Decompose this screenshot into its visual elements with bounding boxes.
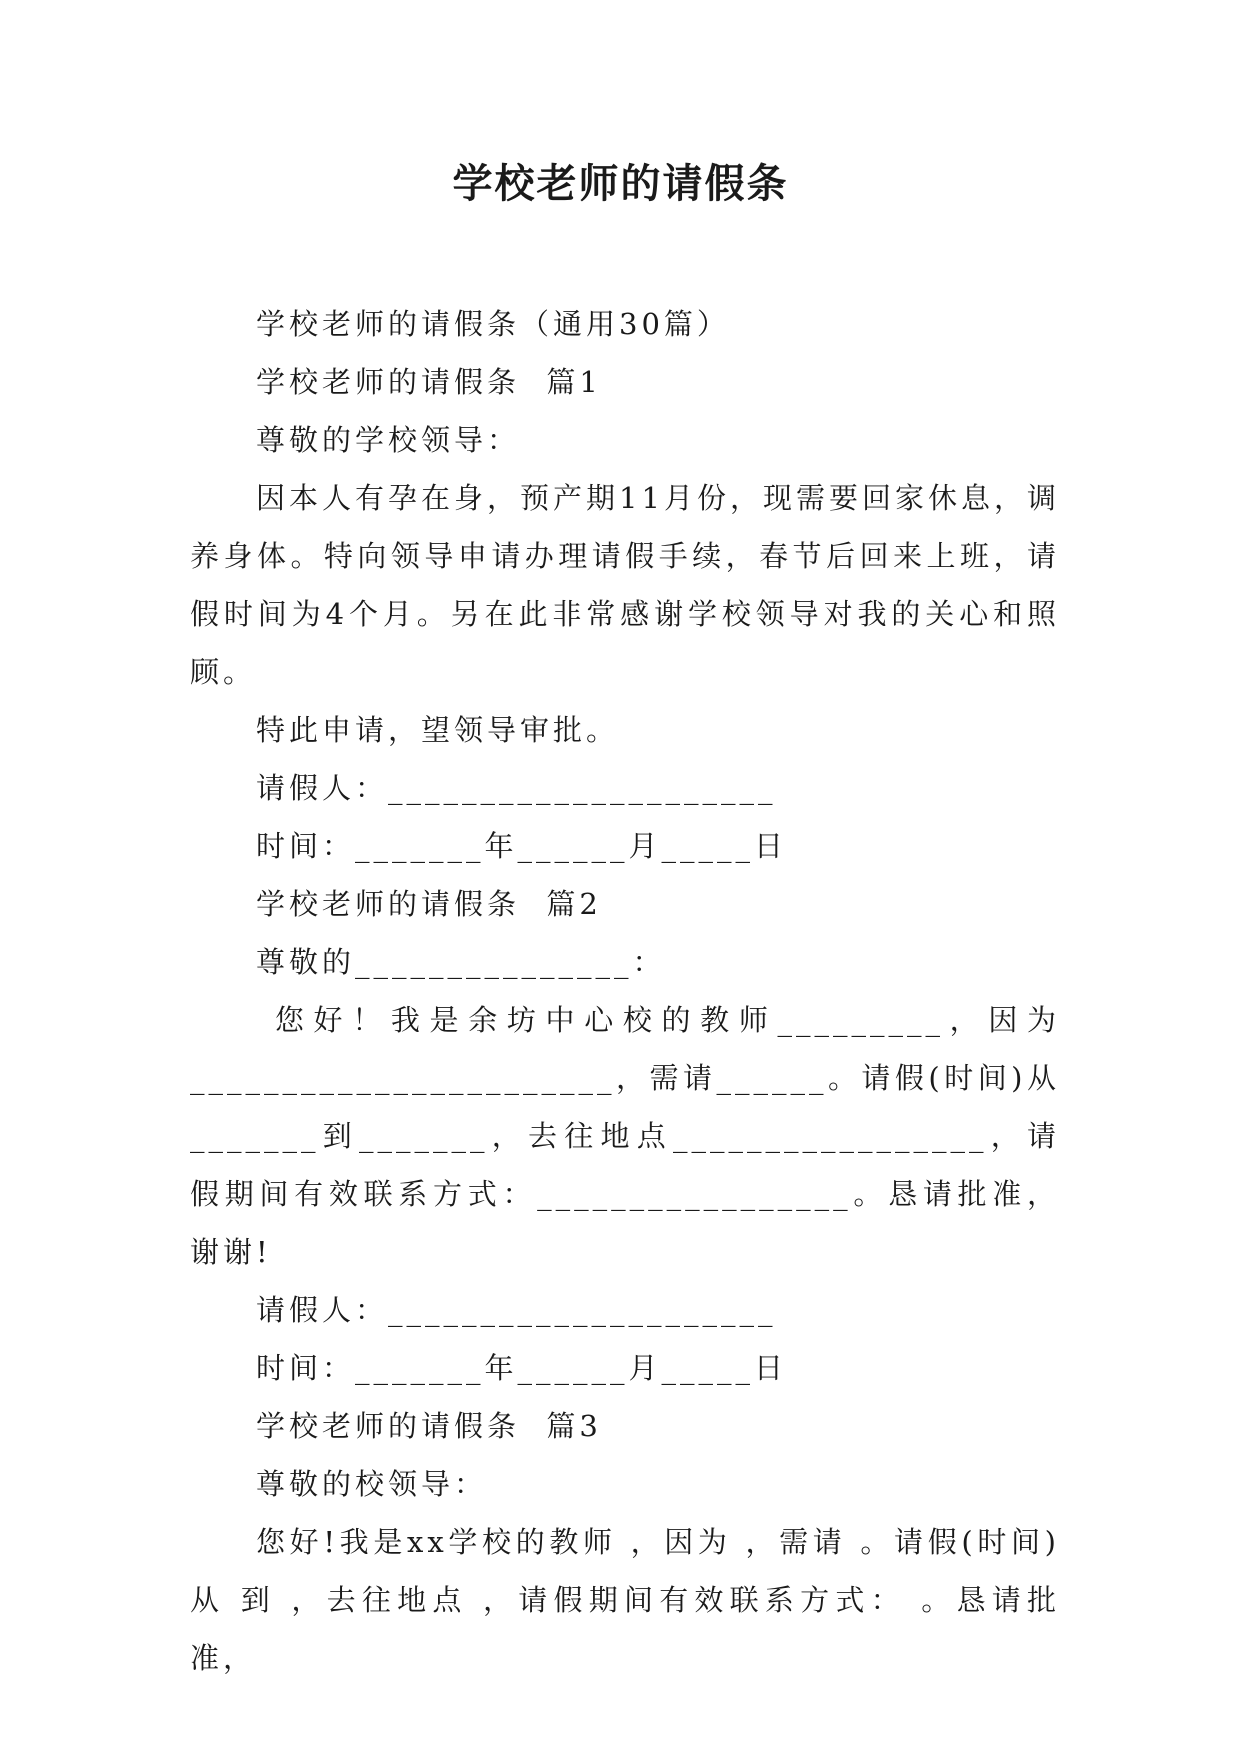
closing-line-1: 特此申请，望领导审批。 [256, 713, 620, 747]
section-heading-3: 学校老师的请假条 篇3 [256, 1409, 602, 1443]
document-body [190, 295, 1060, 1687]
salutation-1: 尊敬的学校领导： [256, 423, 521, 457]
salutation-3: 尊敬的校领导： [256, 1467, 488, 1501]
date-line-2: 时间：_______年______月_____日 [256, 1351, 788, 1385]
signature-line-2: 请假人：_____________________ [256, 1293, 777, 1327]
signature-line-1: 请假人：_____________________ [256, 771, 777, 805]
paragraph-body-3: 您好!我是xx学校的教师 ，因为 ，需请 。请假(时间)从 到 ，去往地点 ，请假期间有效联系方式： 。恳请批准， [190, 1525, 1060, 1675]
section-heading-1: 学校老师的请假条 篇1 [256, 365, 602, 399]
paragraph-subtitle: 学校老师的请假条（通用30篇） [256, 307, 730, 341]
paragraph-body-1: 因本人有孕在身，预产期11月份，现需要回家休息，调养身体。特向领导申请办理请假手续，春节后回来上班，请假时间为4个月。另在此非常感谢学校领导对我的关心和照顾。 [190, 481, 1060, 689]
salutation-2: 尊敬的_______________： [256, 945, 666, 979]
paragraph-body-2: 您好！我是余坊中心校的教师_________，因为_______________________，需请______。请假(时间)从_______到_______，去往地点_________________，请假期间有效联系方式：_________________。恳请批准，谢谢! [190, 1003, 1060, 1269]
date-line-1: 时间：_______年______月_____日 [256, 829, 788, 863]
section-heading-2: 学校老师的请假条 篇2 [256, 887, 602, 921]
document-title: 学校老师的请假条 [452, 161, 789, 207]
